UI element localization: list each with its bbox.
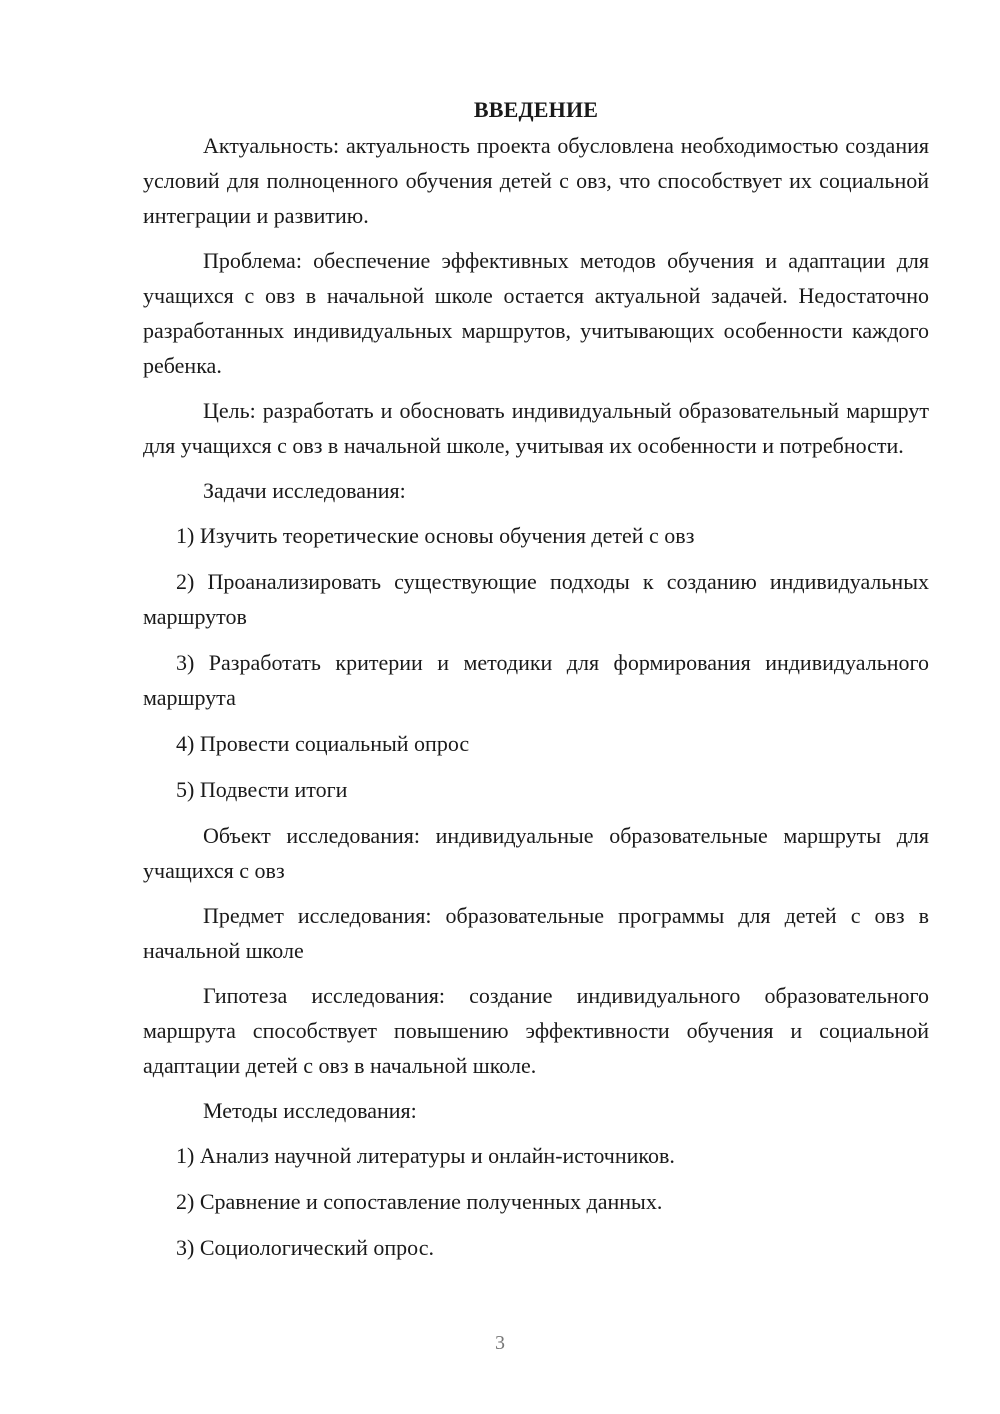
method-item-2: 2) Сравнение и сопоставление полученных данных.: [176, 1189, 663, 1214]
page-number: 3: [495, 1332, 505, 1354]
method-item-3: 3) Социологический опрос.: [176, 1235, 434, 1260]
method-item-1: 1) Анализ научной литературы и онлайн-источников.: [176, 1143, 675, 1168]
goal-paragraph: Цель: разработать и обосновать индивидуальный образовательный маршрут для учащихся с овз в начальной школе, учитывая их особенности и потребности.: [143, 398, 929, 458]
task-item-1: 1) Изучить теоретические основы обучения детей с овз: [176, 523, 695, 548]
tasks-label: Задачи исследования:: [203, 478, 406, 503]
task-item-2: 2) Проанализировать существующие подходы к созданию индивидуальных маршрутов: [143, 569, 929, 629]
task-item-4: 4) Провести социальный опрос: [176, 731, 470, 756]
subject-paragraph: Предмет исследования: образовательные программы для детей с овз в начальной школе: [143, 903, 929, 963]
problem-paragraph: Проблема: обеспечение эффективных методов обучения и адаптации для учащихся с овз в начальной школе остается актуальной задачей. Недостаточно разработанных индивидуальных маршрутов, учитывающих особенности каждого ребенка.: [143, 248, 929, 378]
section-heading: ВВЕДЕНИЕ: [473, 97, 599, 122]
hypothesis-paragraph: Гипотеза исследования: создание индивидуального образовательного маршрута способствует повышению эффективности обучения и социальной адаптации детей с овз в начальной школе.: [143, 983, 929, 1078]
object-paragraph: Объект исследования: индивидуальные образовательные маршруты для учащихся с овз: [143, 823, 929, 883]
task-item-3: 3) Разработать критерии и методики для формирования индивидуального маршрута: [143, 650, 929, 710]
document-page: [143, 92, 929, 1276]
task-item-5: 5) Подвести итоги: [176, 777, 348, 802]
relevance-paragraph: Актуальность: актуальность проекта обусловлена необходимостью создания условий для полноценного обучения детей с овз, что способствует их социальной интеграции и развитию.: [143, 133, 929, 228]
methods-label: Методы исследования:: [203, 1098, 417, 1123]
